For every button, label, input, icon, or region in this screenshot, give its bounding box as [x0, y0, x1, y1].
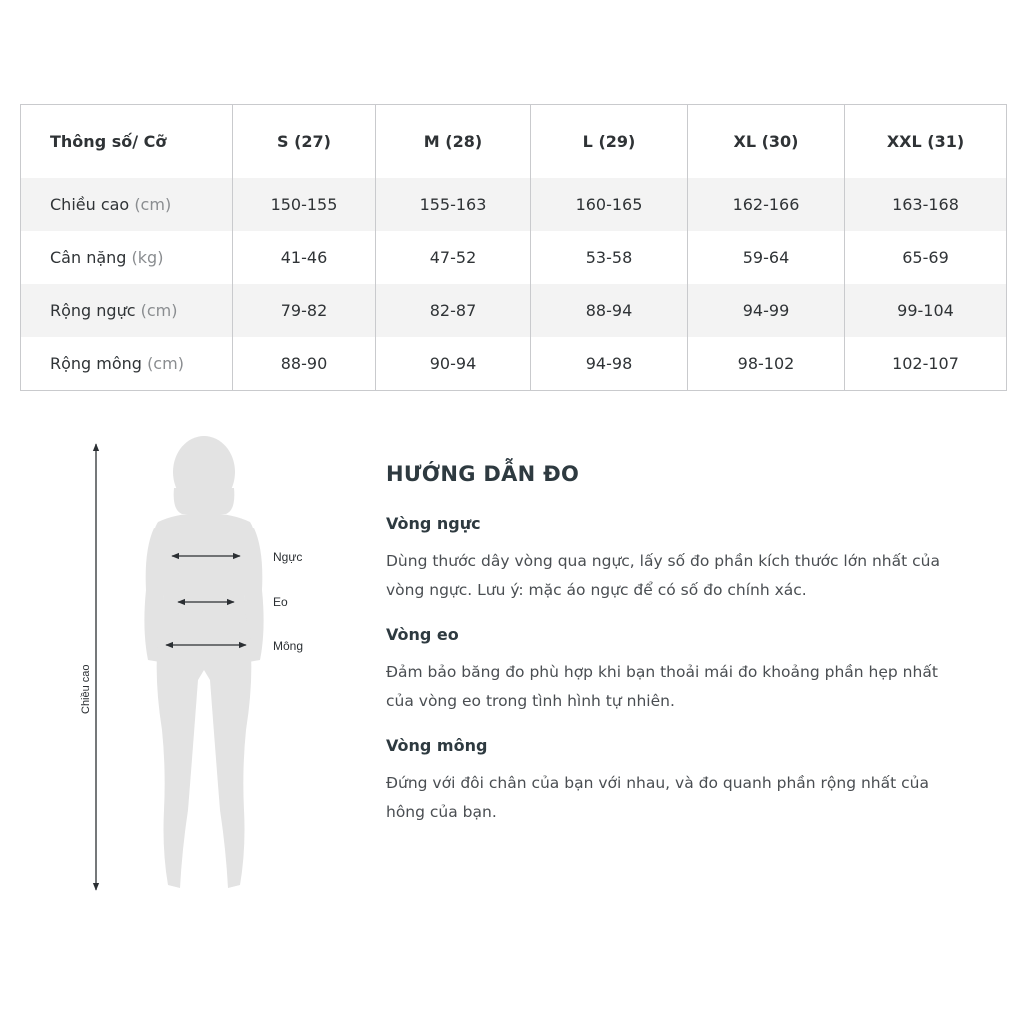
table-cell: 79-82 [233, 284, 376, 337]
table-cell: 82-87 [376, 284, 531, 337]
table-cell: 155-163 [376, 178, 531, 231]
guide-item-text-hip: Đứng với đôi chân của bạn với nhau, và đo quanh phần rộng nhất của hông của bạn. [386, 774, 929, 821]
table-cell: 160-165 [531, 178, 688, 231]
height-label: Chiều cao [80, 664, 92, 714]
table-cell: 94-99 [688, 284, 845, 337]
table-row-weight [21, 231, 1007, 284]
table-header-row [21, 105, 1007, 179]
table-cell: 150-155 [233, 178, 376, 231]
row-label-height: Chiều cao (cm) [21, 178, 233, 231]
header-size-xxl: XXL (31) [845, 105, 1007, 179]
row-label-hip: Rộng mông (cm) [21, 337, 233, 391]
table-cell: 162-166 [688, 178, 845, 231]
table-cell: 90-94 [376, 337, 531, 391]
header-size-l: L (29) [531, 105, 688, 179]
table-cell: 65-69 [845, 231, 1007, 284]
guide-title: HƯỚNG DẪN ĐO [386, 462, 580, 486]
table-row-chest [21, 284, 1007, 337]
header-size-s: S (27) [233, 105, 376, 179]
table-cell: 98-102 [688, 337, 845, 391]
header-spec-size: Thông số/ Cỡ [21, 105, 233, 179]
body-measurement-figure [60, 430, 360, 910]
measurement-guide [386, 462, 946, 847]
hip-label: Mông [273, 639, 304, 653]
table-cell: 94-98 [531, 337, 688, 391]
chest-label: Ngực [273, 550, 303, 564]
guide-item-title-chest: Vòng ngực [386, 514, 481, 533]
table-cell: 53-58 [531, 231, 688, 284]
guide-item-title-hip: Vòng mông [386, 736, 488, 755]
row-label-chest: Rộng ngực (cm) [21, 284, 233, 337]
table-cell: 41-46 [233, 231, 376, 284]
table-row-hip [21, 337, 1007, 391]
header-size-xl: XL (30) [688, 105, 845, 179]
body-silhouette [144, 436, 263, 888]
table-cell: 88-94 [531, 284, 688, 337]
guide-item-text-chest: Dùng thước dây vòng qua ngực, lấy số đo phần kích thước lớn nhất của vòng ngực. Lưu ý: mặc áo ngực để có số đo chính xác. [386, 552, 940, 599]
table-cell: 59-64 [688, 231, 845, 284]
header-size-m: M (28) [376, 105, 531, 179]
table-cell: 88-90 [233, 337, 376, 391]
table-cell: 163-168 [845, 178, 1007, 231]
row-label-weight: Cân nặng (kg) [21, 231, 233, 284]
size-chart-table [20, 104, 1007, 391]
guide-item-text-waist: Đảm bảo băng đo phù hợp khi bạn thoải mái đo khoảng phần hẹp nhất của vòng eo trong tình hình tự nhiên. [386, 663, 938, 710]
table-cell: 47-52 [376, 231, 531, 284]
table-cell: 102-107 [845, 337, 1007, 391]
guide-item-title-waist: Vòng eo [386, 625, 459, 644]
table-row-height [21, 178, 1007, 231]
waist-label: Eo [273, 595, 288, 609]
table-cell: 99-104 [845, 284, 1007, 337]
